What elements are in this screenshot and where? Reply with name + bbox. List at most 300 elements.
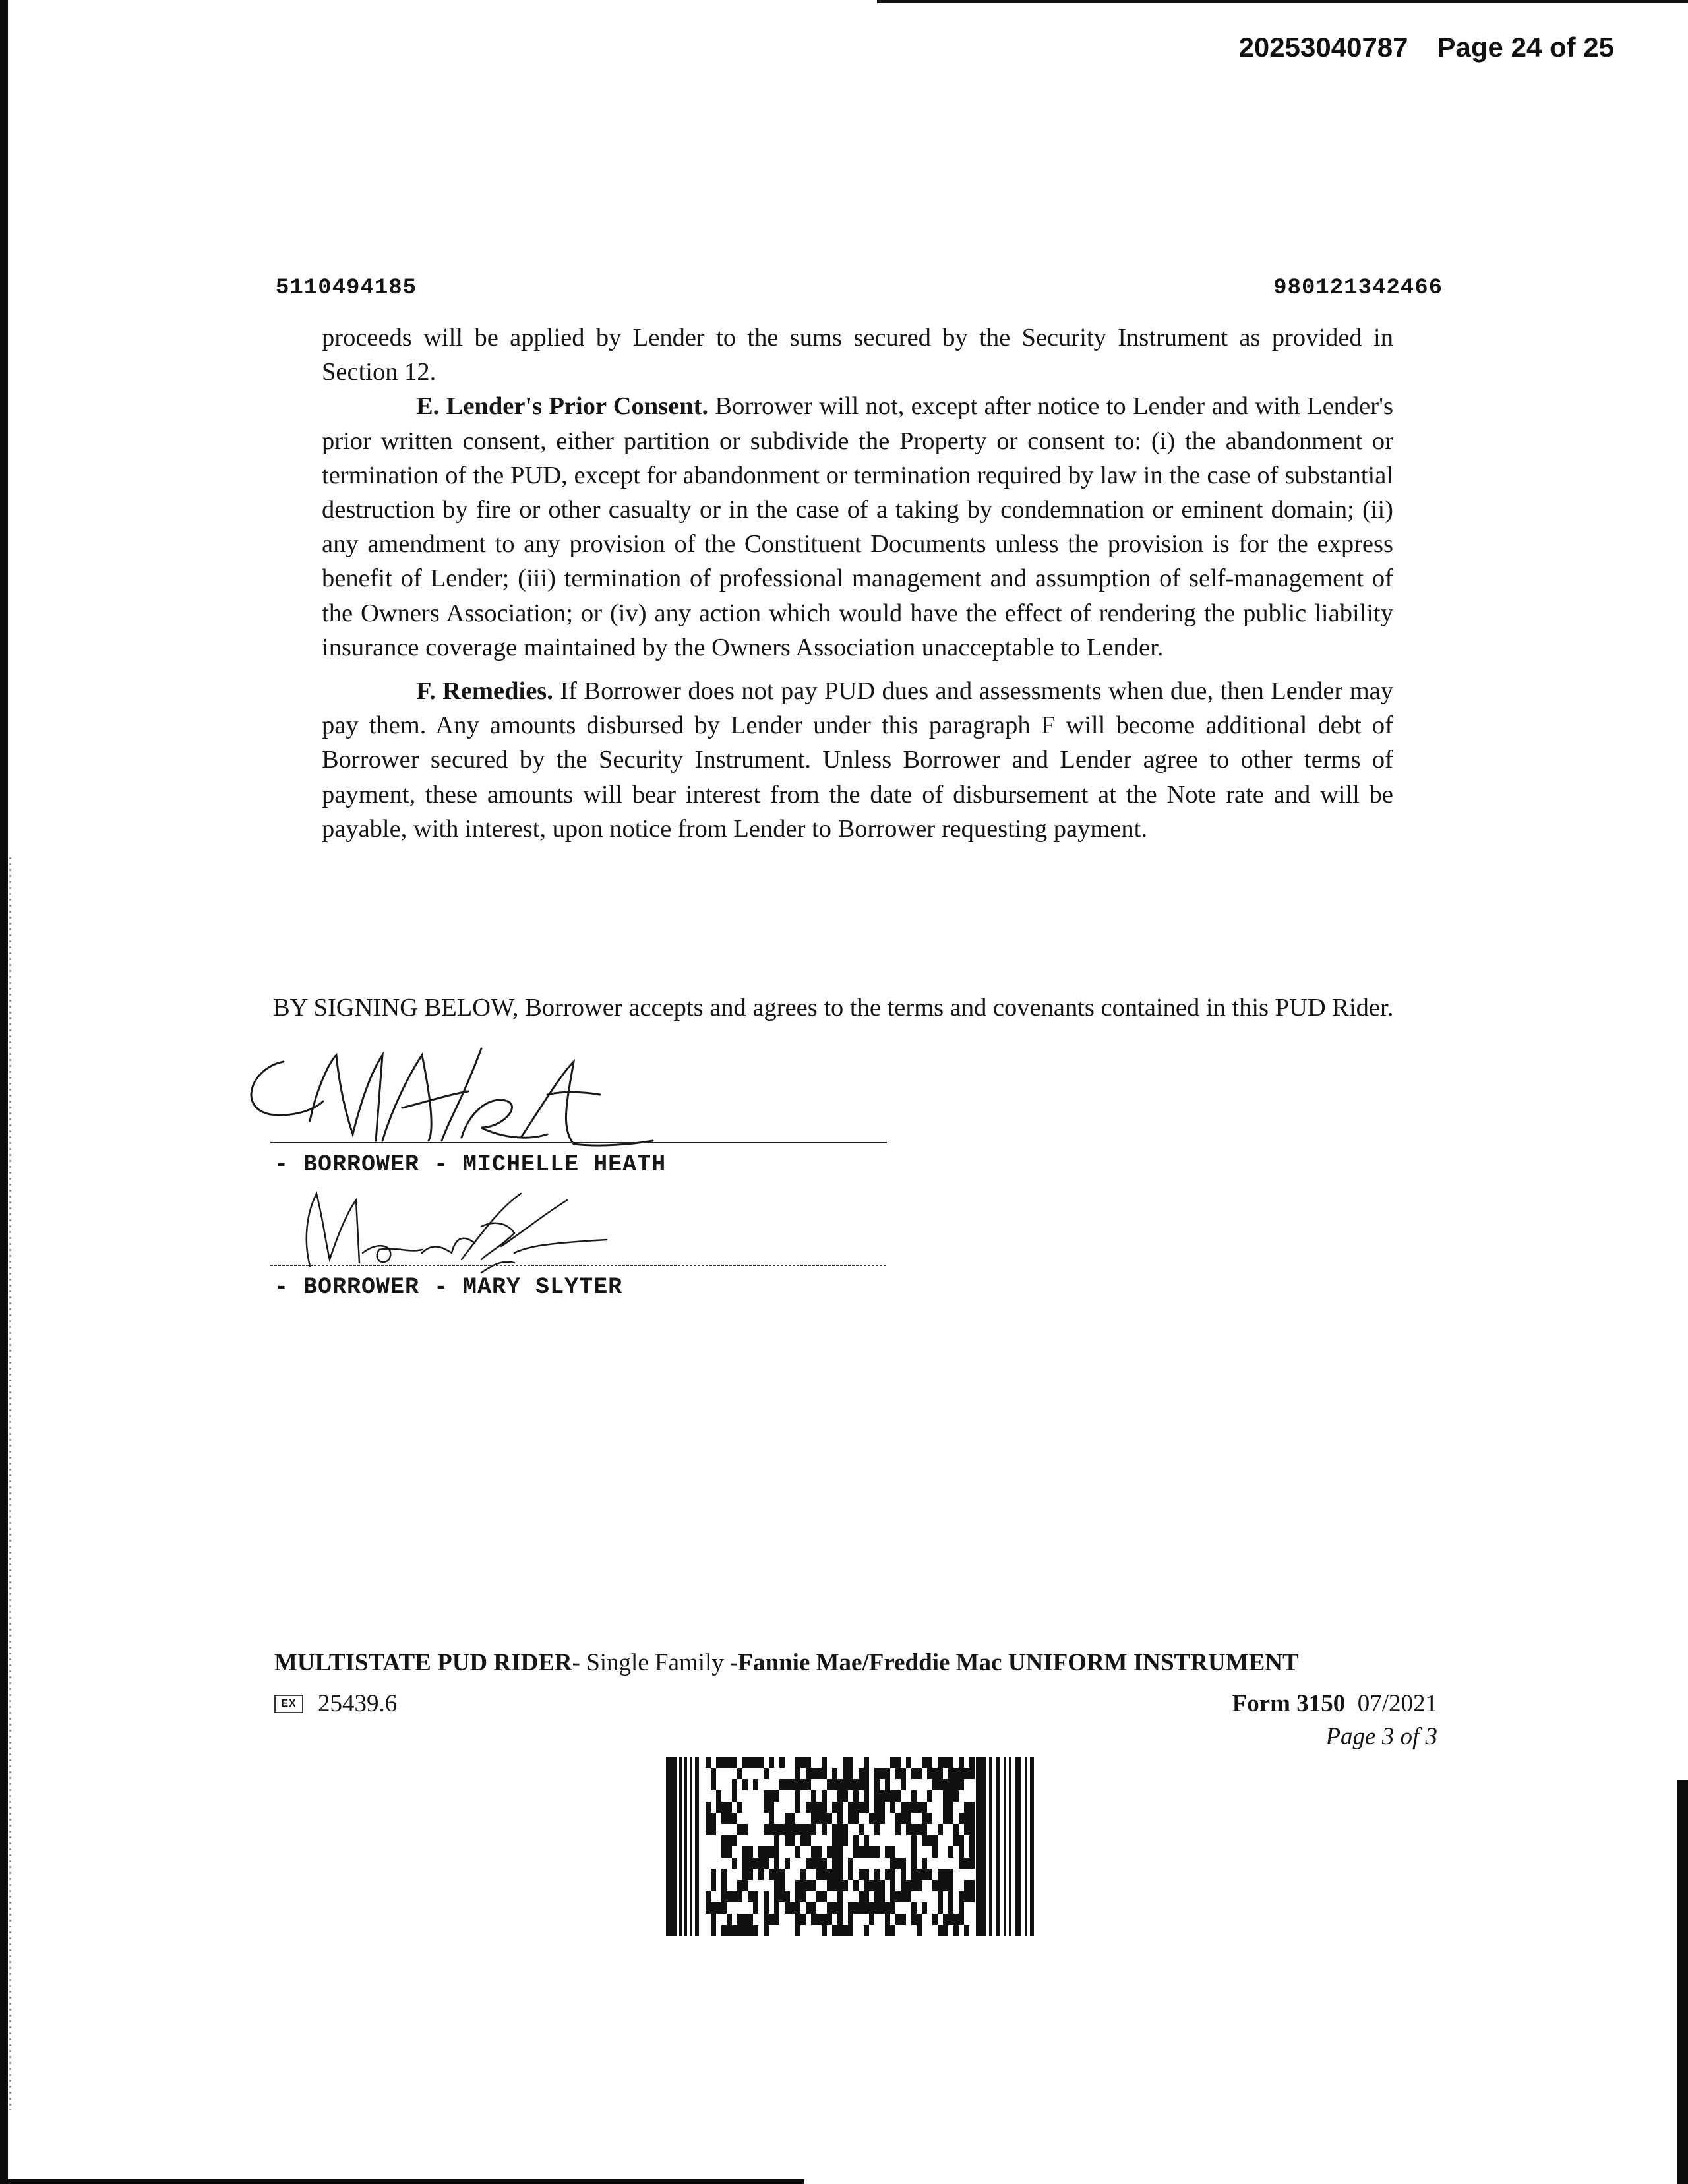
barcode-module — [948, 1914, 953, 1925]
barcode-module — [816, 1914, 822, 1925]
barcode-module — [938, 1925, 943, 1936]
barcode-module — [922, 1835, 927, 1846]
barcode-module — [880, 1902, 885, 1914]
barcode-module — [938, 1880, 943, 1891]
barcode-module — [706, 1824, 711, 1835]
barcode-module — [822, 1891, 827, 1902]
barcode-module — [764, 1768, 769, 1779]
barcode-module — [848, 1925, 853, 1936]
barcode-module — [885, 1846, 890, 1858]
barcode-module — [790, 1835, 795, 1846]
barcode-module — [885, 1902, 890, 1914]
barcode-module — [938, 1757, 943, 1768]
barcode-module — [843, 1757, 848, 1768]
barcode-module — [764, 1925, 769, 1936]
barcode-module — [774, 1790, 779, 1802]
barcode-module — [948, 1891, 953, 1902]
barcode-module — [869, 1846, 874, 1858]
barcode-module — [721, 1802, 727, 1813]
barcode-module — [859, 1902, 864, 1914]
barcode-module — [748, 1914, 753, 1925]
barcode-module — [737, 1891, 742, 1902]
barcode-module — [748, 1757, 753, 1768]
barcode-module — [843, 1835, 848, 1846]
barcode-module — [917, 1925, 922, 1936]
barcode-module — [800, 1914, 806, 1925]
barcode-module — [758, 1846, 764, 1858]
barcode-module — [948, 1902, 953, 1914]
barcode-module — [764, 1790, 769, 1802]
barcode-module — [927, 1757, 932, 1768]
barcode-module — [711, 1813, 716, 1824]
form-number — [1232, 1689, 1437, 1718]
barcode-module — [938, 1891, 943, 1902]
barcode-module — [890, 1757, 895, 1768]
barcode-module — [832, 1779, 837, 1790]
barcode-module — [822, 1869, 827, 1880]
barcode-module — [748, 1891, 753, 1902]
barcode-module — [922, 1813, 927, 1824]
barcode-module — [822, 1790, 827, 1802]
barcode-module — [848, 1768, 853, 1779]
barcode-module — [737, 1802, 742, 1813]
barcode-module — [816, 1802, 822, 1813]
barcode-module — [917, 1914, 922, 1925]
barcode-module — [727, 1813, 732, 1824]
barcode-module — [800, 1835, 806, 1846]
signature-line-1 — [270, 1142, 887, 1143]
barcode-module — [785, 1858, 790, 1869]
barcode-module — [880, 1891, 885, 1902]
barcode-module — [732, 1779, 737, 1790]
barcode-module — [790, 1813, 795, 1824]
loan-number-left: 5110494185 — [276, 276, 417, 301]
barcode-module — [769, 1914, 774, 1925]
barcode-module — [769, 1824, 774, 1835]
barcode-module — [779, 1880, 785, 1891]
barcode-module — [816, 1869, 822, 1880]
barcode-module — [806, 1802, 811, 1813]
barcode-module — [806, 1880, 811, 1891]
barcode-module — [964, 1880, 969, 1891]
barcode-module — [927, 1790, 932, 1802]
barcode-module — [806, 1779, 811, 1790]
barcode-module — [822, 1925, 827, 1936]
barcode-module — [758, 1757, 764, 1768]
barcode-module — [822, 1824, 827, 1835]
barcode-module — [890, 1880, 895, 1891]
barcode-module — [864, 1768, 869, 1779]
barcode-module — [953, 1790, 959, 1802]
barcode-module — [864, 1891, 869, 1902]
barcode-module — [964, 1802, 969, 1813]
barcode-module — [795, 1846, 800, 1858]
barcode-module — [917, 1880, 922, 1891]
barcode-module — [769, 1757, 774, 1768]
borrower-caption-1: - BORROWER - MICHELLE HEATH — [274, 1151, 667, 1178]
barcode-module — [922, 1757, 927, 1768]
barcode-module — [895, 1914, 901, 1925]
barcode-module — [785, 1824, 790, 1835]
barcode-module — [874, 1790, 880, 1802]
barcode-module — [895, 1768, 901, 1779]
barcode-module — [711, 1824, 716, 1835]
barcode-module — [832, 1802, 837, 1813]
barcode-module — [869, 1914, 874, 1925]
barcode-module — [853, 1802, 859, 1813]
barcode-module — [932, 1835, 938, 1846]
barcode-module — [753, 1757, 758, 1768]
barcode-module — [906, 1757, 911, 1768]
barcode-stop-bar — [1004, 1757, 1006, 1936]
ellie-mae-icon: EX — [274, 1695, 303, 1713]
barcode-module — [811, 1880, 816, 1891]
barcode-module — [911, 1914, 917, 1925]
barcode-module — [827, 1846, 832, 1858]
document-number: 20253040787 — [1238, 32, 1408, 63]
barcode-module — [938, 1902, 943, 1914]
barcode-module — [932, 1768, 938, 1779]
barcode-module — [795, 1779, 800, 1790]
barcode-module — [721, 1757, 727, 1768]
barcode-module — [932, 1914, 938, 1925]
barcode-module — [806, 1768, 811, 1779]
signature-mary-slyter — [264, 1180, 633, 1286]
barcode-module — [800, 1891, 806, 1902]
barcode-module — [943, 1880, 948, 1891]
barcode-module — [795, 1891, 800, 1902]
barcode-module — [859, 1779, 864, 1790]
barcode-module — [848, 1902, 853, 1914]
barcode-module — [895, 1858, 901, 1869]
barcode-module — [706, 1891, 711, 1902]
barcode-module — [785, 1891, 790, 1902]
barcode-module — [848, 1858, 853, 1869]
barcode-module — [948, 1869, 953, 1880]
barcode-module — [853, 1880, 859, 1891]
barcode-module — [959, 1813, 964, 1824]
barcode-module — [948, 1802, 953, 1813]
barcode-module — [811, 1790, 816, 1802]
barcode-module — [874, 1891, 880, 1902]
barcode-module — [864, 1846, 869, 1858]
barcode-module — [890, 1858, 895, 1869]
form-title — [274, 1649, 1395, 1677]
barcode-module — [869, 1813, 874, 1824]
barcode-module — [727, 1802, 732, 1813]
barcode-module — [922, 1869, 927, 1880]
barcode-module — [885, 1790, 890, 1802]
barcode-module — [859, 1869, 864, 1880]
barcode-module — [864, 1880, 869, 1891]
barcode-module — [927, 1813, 932, 1824]
barcode-module — [848, 1914, 853, 1925]
barcode-module — [795, 1925, 800, 1936]
barcode-module — [943, 1914, 948, 1925]
barcode-module — [816, 1846, 822, 1858]
barcode-module — [785, 1813, 790, 1824]
barcode-module — [837, 1813, 843, 1824]
barcode-module — [880, 1813, 885, 1824]
barcode-module — [706, 1757, 711, 1768]
barcode-module — [806, 1902, 811, 1914]
barcode-module — [874, 1802, 880, 1813]
barcode-module — [837, 1835, 843, 1846]
barcode-module — [874, 1824, 880, 1835]
barcode-module — [721, 1846, 727, 1858]
barcode-module — [922, 1824, 927, 1835]
barcode-module — [727, 1914, 732, 1925]
barcode-module — [742, 1779, 748, 1790]
barcode-module — [837, 1802, 843, 1813]
barcode-module — [843, 1790, 848, 1802]
barcode-module — [911, 1824, 917, 1835]
barcode-module — [742, 1869, 748, 1880]
barcode-module — [938, 1768, 943, 1779]
barcode-module — [774, 1880, 779, 1891]
barcode-module — [790, 1824, 795, 1835]
barcode-module — [874, 1902, 880, 1914]
barcode-start-bar — [684, 1757, 687, 1936]
barcode-module — [748, 1869, 753, 1880]
barcode-stop-bar — [996, 1757, 1000, 1936]
barcode-module — [906, 1880, 911, 1891]
barcode-module — [880, 1880, 885, 1891]
barcode-module — [906, 1802, 911, 1813]
barcode-module — [911, 1768, 917, 1779]
page-number: Page 3 of 3 — [1325, 1723, 1437, 1750]
barcode-module — [943, 1802, 948, 1813]
barcode-module — [822, 1914, 827, 1925]
barcode-module — [853, 1902, 859, 1914]
barcode-module — [837, 1824, 843, 1835]
barcode-module — [922, 1902, 927, 1914]
barcode-module — [790, 1779, 795, 1790]
barcode-module — [822, 1802, 827, 1813]
barcode-module — [917, 1824, 922, 1835]
continuation-paragraph: proceeds will be applied by Lender to the sums secured by the Security Instrument as provided in Section 12. — [322, 324, 1393, 386]
barcode-module — [785, 1902, 790, 1914]
barcode-module — [874, 1813, 880, 1824]
form-code — [274, 1689, 397, 1718]
barcode-module — [732, 1891, 737, 1902]
barcode-module — [706, 1802, 711, 1813]
section-f-text: If Borrower does not pay PUD dues and assessments when due, then Lender may pay them. Any amounts disbursed by Lender under this paragraph F will become additional debt of Borrower secured by the Security Instrument. Unless Borrower and Lender agree to other terms of payment, these amounts will bear interest from the date of disbursement at the Note rate and will be payable, with interest, upon notice from Lender to Borrower requesting payment. — [322, 677, 1393, 843]
barcode-module — [953, 1925, 959, 1936]
barcode-module — [864, 1790, 869, 1802]
barcode-module — [969, 1813, 975, 1824]
barcode-module — [816, 1768, 822, 1779]
barcode-module — [848, 1779, 853, 1790]
barcode-module — [800, 1757, 806, 1768]
barcode-module — [737, 1768, 742, 1779]
barcode-module — [742, 1914, 748, 1925]
barcode-module — [795, 1902, 800, 1914]
barcode-module — [901, 1858, 906, 1869]
scan-edge-dots — [9, 857, 11, 2110]
barcode-module — [790, 1902, 795, 1914]
barcode-module — [837, 1902, 843, 1914]
barcode-module — [732, 1858, 737, 1869]
barcode-module — [779, 1757, 785, 1768]
barcode-module — [901, 1869, 906, 1880]
barcode-module — [890, 1902, 895, 1914]
barcode-module — [874, 1768, 880, 1779]
barcode-module — [764, 1891, 769, 1902]
barcode-module — [795, 1768, 800, 1779]
barcode-module — [853, 1846, 859, 1858]
barcode-module — [864, 1902, 869, 1914]
section-f-paragraph — [322, 674, 1393, 846]
barcode-module — [911, 1790, 917, 1802]
barcode-module — [716, 1802, 721, 1813]
barcode-module — [885, 1779, 890, 1790]
barcode-module — [895, 1757, 901, 1768]
barcode-module — [953, 1768, 959, 1779]
barcode-module — [706, 1813, 711, 1824]
barcode-module — [737, 1914, 742, 1925]
barcode-module — [795, 1880, 800, 1891]
signing-statement: BY SIGNING BELOW, Borrower accepts and agrees to the terms and covenants contained in this PUD Rider. — [273, 994, 1394, 1021]
barcode-module — [943, 1869, 948, 1880]
barcode-module — [969, 1824, 975, 1835]
barcode-module — [969, 1757, 975, 1768]
barcode-module — [742, 1925, 748, 1936]
barcode-module — [727, 1891, 732, 1902]
barcode-module — [711, 1768, 716, 1779]
barcode-module — [885, 1925, 890, 1936]
barcode-module — [811, 1914, 816, 1925]
barcode-module — [890, 1925, 895, 1936]
barcode-module — [874, 1846, 880, 1858]
barcode-module — [890, 1790, 895, 1802]
barcode-module — [800, 1869, 806, 1880]
pdf417-barcode — [666, 1757, 1035, 1936]
barcode-module — [890, 1869, 895, 1880]
barcode-module — [832, 1846, 837, 1858]
barcode-module — [832, 1858, 837, 1869]
barcode-module — [848, 1813, 853, 1824]
barcode-module — [864, 1869, 869, 1880]
barcode-module — [938, 1824, 943, 1835]
barcode-module — [906, 1824, 911, 1835]
barcode-module — [753, 1891, 758, 1902]
barcode-module — [953, 1824, 959, 1835]
barcode-module — [769, 1869, 774, 1880]
barcode-module — [811, 1902, 816, 1914]
scan-edge-bottom — [0, 2179, 804, 2184]
barcode-module — [827, 1813, 832, 1824]
barcode-module — [806, 1757, 811, 1768]
barcode-module — [890, 1802, 895, 1813]
barcode-module — [742, 1880, 748, 1891]
barcode-module — [874, 1869, 880, 1880]
barcode-module — [795, 1802, 800, 1813]
barcode-module — [811, 1824, 816, 1835]
barcode-module — [885, 1768, 890, 1779]
barcode-module — [895, 1813, 901, 1824]
barcode-module — [885, 1869, 890, 1880]
barcode-module — [779, 1869, 785, 1880]
barcode-module — [922, 1858, 927, 1869]
barcode-module — [927, 1869, 932, 1880]
barcode-module — [969, 1858, 975, 1869]
barcode-module — [853, 1779, 859, 1790]
barcode-module — [753, 1858, 758, 1869]
barcode-module — [880, 1790, 885, 1802]
barcode-stop-bar — [1015, 1757, 1021, 1936]
barcode-module — [948, 1813, 953, 1824]
barcode-module — [764, 1846, 769, 1858]
barcode-module — [816, 1858, 822, 1869]
barcode-module — [969, 1880, 975, 1891]
section-e-paragraph — [322, 389, 1393, 665]
barcode-module — [774, 1902, 779, 1914]
barcode-module — [837, 1779, 843, 1790]
barcode-module — [758, 1858, 764, 1869]
barcode-module — [779, 1824, 785, 1835]
form-code-number: 25439.6 — [318, 1690, 398, 1717]
barcode-module — [816, 1813, 822, 1824]
barcode-module — [964, 1768, 969, 1779]
barcode-module — [895, 1891, 901, 1902]
barcode-module — [827, 1902, 832, 1914]
section-f-heading: F. Remedies. — [416, 677, 553, 706]
barcode-module — [969, 1802, 975, 1813]
barcode-module — [922, 1802, 927, 1813]
barcode-module — [806, 1824, 811, 1835]
barcode-module — [769, 1802, 774, 1813]
barcode-module — [721, 1891, 727, 1902]
barcode-module — [917, 1802, 922, 1813]
barcode-module — [811, 1813, 816, 1824]
barcode-module — [959, 1757, 964, 1768]
barcode-module — [859, 1768, 864, 1779]
signature-line-2 — [270, 1265, 887, 1266]
barcode-module — [837, 1790, 843, 1802]
barcode-module — [822, 1813, 827, 1824]
barcode-module — [948, 1790, 953, 1802]
barcode-module — [911, 1869, 917, 1880]
barcode-stop-bar — [1030, 1757, 1034, 1936]
barcode-module — [969, 1846, 975, 1858]
barcode-module — [943, 1757, 948, 1768]
section-e-heading: E. Lender's Prior Consent. — [416, 392, 709, 421]
barcode-module — [727, 1757, 732, 1768]
barcode-module — [732, 1757, 737, 1768]
barcode-module — [727, 1846, 732, 1858]
barcode-module — [864, 1835, 869, 1846]
barcode-stop-bar — [1025, 1757, 1027, 1936]
barcode-module — [843, 1779, 848, 1790]
barcode-module — [753, 1902, 758, 1914]
barcode-module — [959, 1902, 964, 1914]
barcode-module — [864, 1925, 869, 1936]
barcode-module — [901, 1802, 906, 1813]
barcode-module — [959, 1914, 964, 1925]
barcode-module — [727, 1835, 732, 1846]
barcode-stop-bar — [989, 1757, 992, 1936]
barcode-module — [911, 1846, 917, 1858]
barcode-module — [864, 1779, 869, 1790]
barcode-module — [742, 1858, 748, 1869]
barcode-module — [948, 1757, 953, 1768]
barcode-module — [711, 1914, 716, 1925]
barcode-module — [774, 1824, 779, 1835]
barcode-module — [764, 1802, 769, 1813]
barcode-module — [911, 1858, 917, 1869]
barcode-module — [737, 1824, 742, 1835]
